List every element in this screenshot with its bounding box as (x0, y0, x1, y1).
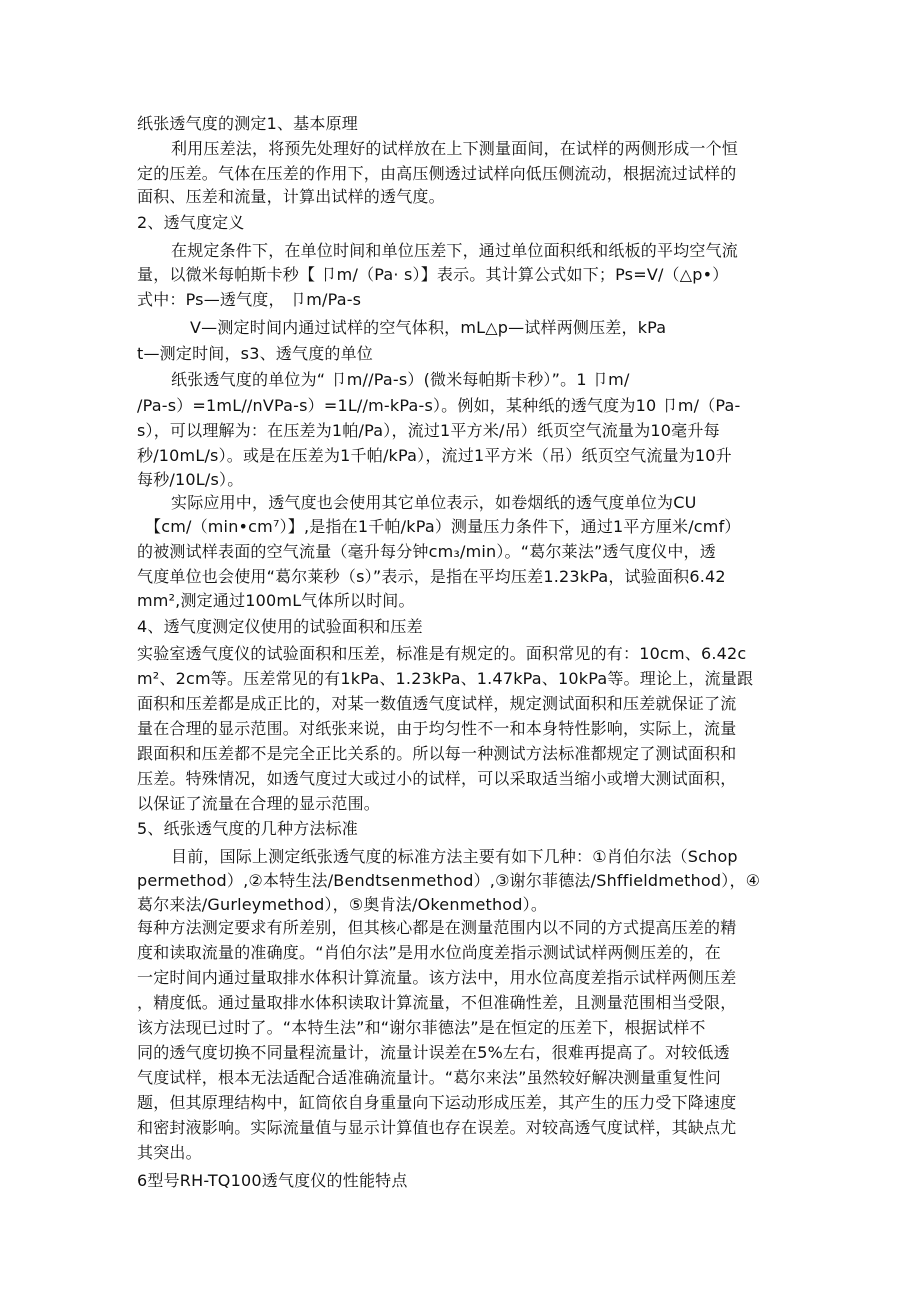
text-line: 葛尔来法/Gurleymethod），⑤奥肯法/Okenmethod）。 (137, 895, 548, 914)
text-line: 目前，国际上测定纸张透气度的标准方法主要有如下几种：①肖伯尔法（Schop (171, 847, 738, 866)
text-line: 每种方法测定要求有所差别，但其核心都是在测量范围内以不同的方式提高压差的精 (137, 918, 737, 937)
text-line: V—测定时间内通过试样的空气体积，mL△p—试样两侧压差，kPa (190, 318, 667, 337)
text-line: 题，但其原理结构中，缸筒依自身重量向下运动形成压差，其产生的压力受下降速度 (137, 1093, 737, 1112)
text-line: 面积和压差都是成正比的，对某一数值透气度试样，规定测试面积和压差就保证了流 (137, 694, 737, 713)
section-6-heading: 6型号RH-TQ100透气度仪的性能特点 (137, 1171, 408, 1190)
text-line: t—测定时间，s3、透气度的单位 (137, 344, 373, 363)
text-line: 压差。特殊情况，如透气度过大或过小的试样，可以采取适当缩小或增大测试面积， (137, 769, 737, 788)
text-line: 纸张透气度的单位为“ 卩m//Pa-s）(微米每帕斯卡秒）”。1 卩m/ (171, 370, 630, 389)
text-line: 在规定条件下，在单位时间和单位压差下，通过单位面积纸和纸板的平均空气流 (171, 241, 739, 260)
document-title: 纸张透气度的测定1、基本原理 (137, 114, 358, 133)
text-line: 跟面积和压差都不是完全正比关系的。所以每一种测试方法标准都规定了测试面积和 (137, 744, 737, 763)
text-line: 气度试样，根本无法适配合适准确流量计。“葛尔来法”虽然较好解决测量重复性问 (137, 1068, 721, 1087)
text-line: 一定时间内通过量取排水体积计算流量。该方法中，用水位高度差指示试样两侧压差 (137, 968, 737, 987)
text-line: m²、2cm等。压差常见的有1kPa、1.23kPa、1.47kPa、10kPa等。理论上，流量跟 (137, 669, 754, 688)
text-line: 和密封液影响。实际流量值与显示计算值也存在误差。对较高透气度试样，其缺点尤 (137, 1118, 737, 1137)
text-line: 该方法现已过时了。“本特生法”和“谢尔菲德法”是在恒定的压差下，根据试样不 (137, 1018, 706, 1037)
text-line: ，精度低。通过量取排水体积读取计算流量，不但准确性差，且测量范围相当受限， (137, 993, 737, 1012)
text-line: 定的压差。气体在压差的作用下，由高压侧透过试样向低压侧流动，根据流过试样的 (137, 164, 737, 183)
section-4-heading: 4、透气度测定仪使用的试验面积和压差 (137, 617, 423, 636)
text-line: 秒/10mL/s）。或是在压差为1千帕/kPa），流过1平方米（吊）纸页空气流量为10升 (137, 446, 732, 465)
text-line: 每秒/10L/s）。 (137, 470, 244, 489)
text-line: 【cm/（min•cm⁷）】,是指在1千帕/kPa）测量压力条件下，通过1平方厘米/cmf） (145, 517, 741, 536)
text-line: mm²,测定通过100mL气体所以时间。 (137, 591, 415, 610)
text-line: 面积、压差和流量，计算出试样的透气度。 (137, 187, 445, 206)
text-line: 度和读取流量的准确度。“肖伯尔法”是用水位尚度差指示测试试样两侧压差的，在 (137, 943, 721, 962)
text-line: 式中：Ps—透气度， 卩m/Pa-s (137, 290, 362, 309)
section-5-heading: 5、纸张透气度的几种方法标准 (137, 819, 358, 838)
text-line: 以保证了流量在合理的显示范围。 (137, 794, 381, 813)
text-line: s），可以理解为：在压差为1帕/Pa），流过1平方米/吊）纸页空气流量为10毫升每 (137, 421, 720, 440)
text-line: 同的透气度切换不同量程流量计，流量计误差在5%左右，很难再提高了。对较低透 (137, 1043, 730, 1062)
section-2-heading: 2、透气度定义 (137, 213, 245, 232)
text-line: 量，以微米每帕斯卡秒【 卩m/（Pa· s）】表示。其计算公式如下；Ps=V/（△p•） (137, 265, 729, 284)
text-line: 的被测试样表面的空气流量（毫升每分钟cm₃/min）。“葛尔莱法”透气度仪中，透 (137, 542, 716, 561)
text-line: 利用压差法，将预先处理好的试样放在上下测量面间，在试样的两侧形成一个恒 (171, 139, 739, 158)
text-line: 实际应用中，透气度也会使用其它单位表示，如卷烟纸的透气度单位为CU (171, 493, 697, 512)
text-line: 气度单位也会使用“葛尔莱秒（s）”表示，是指在平均压差1.23kPa，试验面积6.42 (137, 567, 726, 586)
text-line: 实验室透气度仪的试验面积和压差，标准是有规定的。面积常见的有：10cm、6.42c (137, 644, 747, 663)
text-line: permethod）,②本特生法/Bendtsenmethod）,③谢尔菲德法/Shffieldmethod），④ (137, 871, 761, 890)
text-line: 其突出。 (137, 1143, 202, 1162)
text-line: /Pa-s）=1mL//nVPa-s）=1L//m-kPa-s）。例如，某种纸的透气度为10 卩m/（Pa- (137, 396, 741, 415)
text-line: 量在合理的显示范围。对纸张来说，由于均匀性不一和本身特性影响，实际上，流量 (137, 719, 737, 738)
